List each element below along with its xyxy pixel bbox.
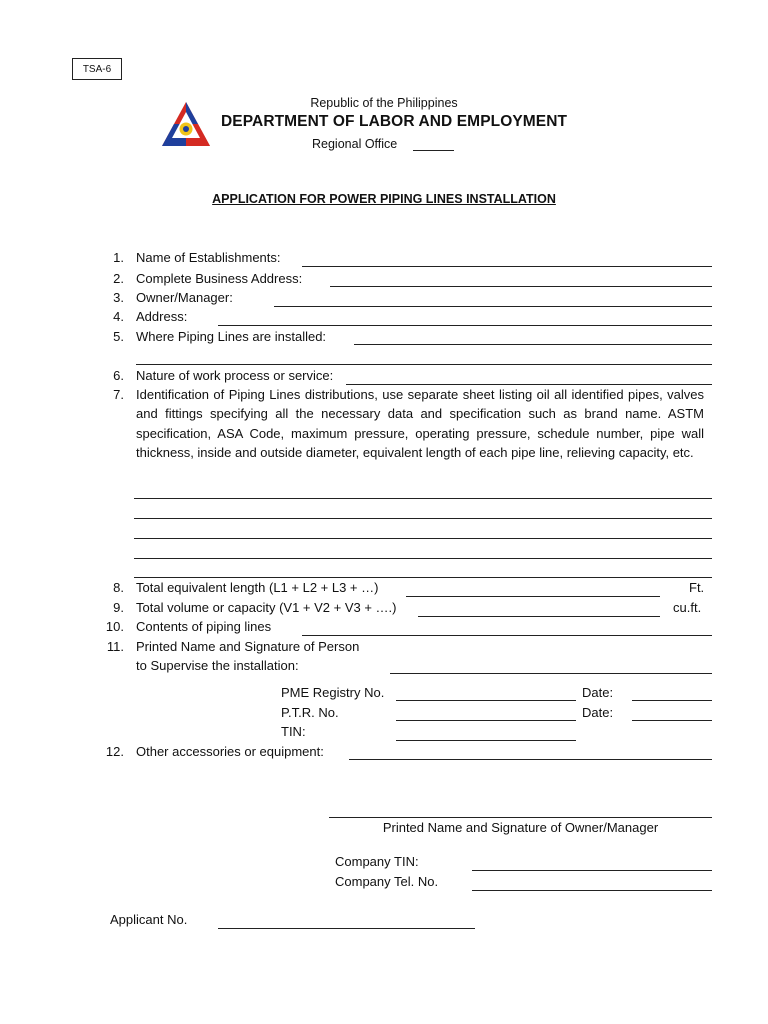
piping-id-field-5[interactable] — [134, 577, 712, 578]
business-address-field[interactable] — [330, 286, 712, 287]
establishment-name-field[interactable] — [302, 266, 712, 267]
ptr-date-field[interactable] — [632, 720, 712, 721]
item-1-number: 1. — [113, 250, 124, 265]
item-5-label: Where Piping Lines are installed: — [136, 329, 327, 344]
accessories-field[interactable] — [349, 759, 712, 760]
item-2-label: Complete Business Address: — [136, 271, 303, 286]
tin-field[interactable] — [396, 740, 576, 741]
item-4-number: 4. — [113, 309, 124, 324]
item-1-label: Name of Establishments: — [136, 250, 281, 265]
item-2-number: 2. — [113, 271, 124, 286]
company-tin-field[interactable] — [472, 870, 712, 871]
owner-signature-field[interactable] — [329, 817, 712, 818]
piping-location-field-2[interactable] — [136, 364, 712, 365]
owner-signature-caption: Printed Name and Signature of Owner/Manager — [382, 820, 659, 835]
item-3-label: Owner/Manager: — [136, 290, 233, 305]
ptr-label: P.T.R. No. — [281, 705, 339, 720]
pme-date-field[interactable] — [632, 700, 712, 701]
piping-id-field-1[interactable] — [134, 498, 712, 499]
company-tel-label: Company Tel. No. — [335, 874, 439, 889]
applicant-no-label: Applicant No. — [110, 912, 188, 927]
item-7-text: Identification of Piping Lines distributions, use separate sheet listing oil all identified pipes, valves and fittings specifying all the necessary data and specification such as brand name. ASTM specification, ASA Code, maximum pressure, operating pressure, schedule number, pipe wall thickness, inside and outside diameter, equivalent length of each pipe line, relieving capacity, etc. — [136, 387, 704, 460]
pme-registry-field[interactable] — [396, 700, 576, 701]
item-3-number: 3. — [113, 290, 124, 305]
item-8-label: Total equivalent length (L1 + L2 + L3 + …) — [136, 580, 379, 595]
piping-id-field-4[interactable] — [134, 558, 712, 559]
item-5-number: 5. — [113, 329, 124, 344]
piping-id-field-2[interactable] — [134, 518, 712, 519]
company-tin-label: Company TIN: — [335, 854, 419, 869]
item-11-label: Printed Name and Signature of Person — [136, 639, 360, 654]
date-label-2: Date: — [582, 705, 614, 720]
pme-registry-label: PME Registry No. — [281, 685, 385, 700]
total-volume-field[interactable] — [418, 616, 660, 617]
item-6-number: 6. — [113, 368, 124, 383]
length-unit: Ft. — [689, 580, 705, 595]
piping-id-field-3[interactable] — [134, 538, 712, 539]
ptr-field[interactable] — [396, 720, 576, 721]
applicant-no-field[interactable] — [218, 928, 475, 929]
item-7-number: 7. — [113, 387, 124, 402]
item-9-label: Total volume or capacity (V1 + V2 + V3 + ….) — [136, 600, 397, 615]
regional-office-field[interactable] — [413, 150, 454, 151]
item-10-label: Contents of piping lines — [136, 619, 272, 634]
total-length-field[interactable] — [406, 596, 660, 597]
item-8-number: 8. — [113, 580, 124, 595]
tin-label: TIN: — [281, 724, 306, 739]
regional-office-label: Regional Office — [312, 137, 398, 151]
item-4-label: Address: — [136, 309, 188, 324]
piping-location-field[interactable] — [354, 344, 712, 345]
supervisor-signature-field[interactable] — [390, 673, 712, 674]
address-field[interactable] — [218, 325, 712, 326]
form-code-box: TSA-6 — [72, 58, 122, 80]
item-6-label: Nature of work process or service: — [136, 368, 334, 383]
department-name: DEPARTMENT OF LABOR AND EMPLOYMENT — [221, 113, 568, 130]
piping-contents-field[interactable] — [302, 635, 712, 636]
item-12-label: Other accessories or equipment: — [136, 744, 324, 759]
item-12-number: 12. — [105, 744, 124, 759]
form-title: APPLICATION FOR POWER PIPING LINES INSTALLATION — [212, 192, 556, 206]
date-label-1: Date: — [582, 685, 614, 700]
company-tel-field[interactable] — [472, 890, 712, 891]
item-11-label-2: to Supervise the installation: — [136, 658, 299, 673]
item-10-number: 10. — [105, 619, 124, 634]
volume-unit: cu.ft. — [673, 600, 702, 615]
item-9-number: 9. — [113, 600, 124, 615]
owner-manager-field[interactable] — [274, 306, 712, 307]
item-11-number: 11. — [106, 639, 124, 654]
republic-heading: Republic of the Philippines — [310, 96, 458, 110]
